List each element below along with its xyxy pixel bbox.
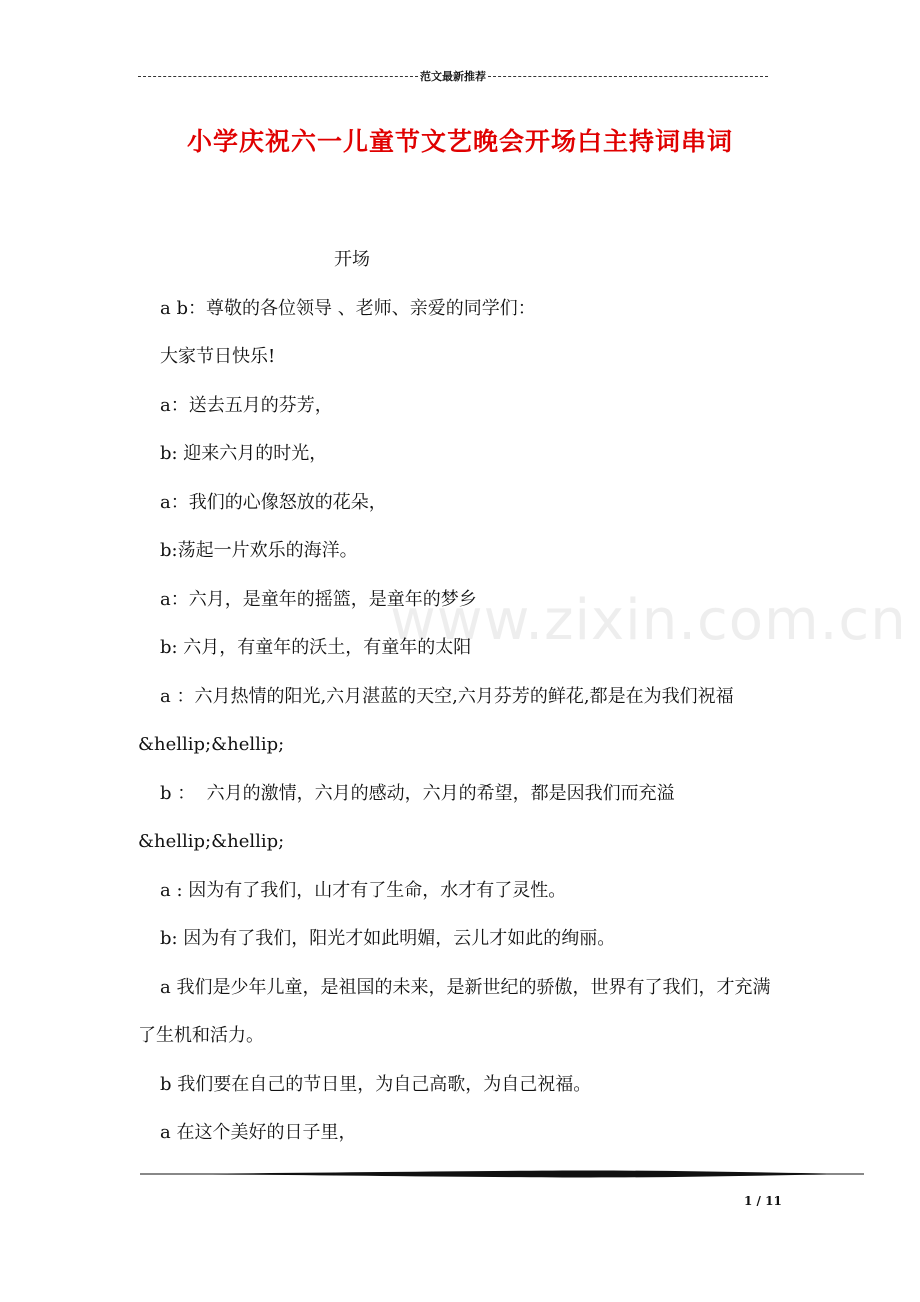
document-body bbox=[138, 236, 786, 1158]
paragraph: a 在这个美好的日子里， bbox=[160, 1122, 357, 1143]
paragraph: a：我们的心像怒放的花朵， bbox=[160, 491, 387, 513]
paragraph: b: 迎来六月的时光， bbox=[160, 443, 328, 464]
paragraph: b: 六月，有童年的沃土，有童年的太阳 bbox=[160, 637, 472, 658]
footer-rule bbox=[140, 1170, 864, 1178]
watermark: www.zixin.com.cn bbox=[390, 588, 907, 653]
document-title: 小学庆祝六一儿童节文艺晚会开场白主持词串词 bbox=[186, 127, 733, 156]
paragraph: b: 因为有了我们，阳光才如此明媚，云儿才如此的绚丽。 bbox=[160, 928, 616, 949]
paragraph: a：送去五月的芬芳， bbox=[160, 394, 333, 416]
paragraph: b ： 六月的激情，六月的感动，六月的希望，都是因我们而充溢&hellip;&hellip; bbox=[138, 782, 675, 852]
header-dashes-left bbox=[138, 76, 418, 77]
paragraph: a：六月，是童年的摇篮，是童年的梦乡 bbox=[160, 588, 477, 610]
header-dashes-right bbox=[488, 76, 768, 77]
page-header bbox=[138, 68, 768, 84]
header-label: 范文最新推荐 bbox=[420, 70, 486, 83]
paragraph: a : 因为有了我们，山才有了生命，水才有了灵性。 bbox=[160, 879, 567, 901]
page-number: 1 / 11 bbox=[744, 1194, 782, 1208]
paragraph: 大家节日快乐! bbox=[160, 346, 276, 367]
paragraph: 开场 bbox=[334, 249, 370, 270]
paragraph: a b：尊敬的各位领导 、老师、亲爱的同学们： bbox=[160, 297, 536, 319]
paragraph: b:荡起一片欢乐的海洋。 bbox=[160, 540, 358, 561]
paragraph: a 我们是少年儿童，是祖国的未来，是新世纪的骄傲，世界有了我们，才充满了生机和活力。 bbox=[138, 976, 771, 1046]
paragraph: a ：六月热情的阳光,六月湛蓝的天空,六月芬芳的鲜花,都是在为我们祝福&hellip;&hellip; bbox=[138, 685, 734, 755]
paragraph: b 我们要在自己的节日里，为自己高歌，为自己祝福。 bbox=[160, 1073, 592, 1095]
